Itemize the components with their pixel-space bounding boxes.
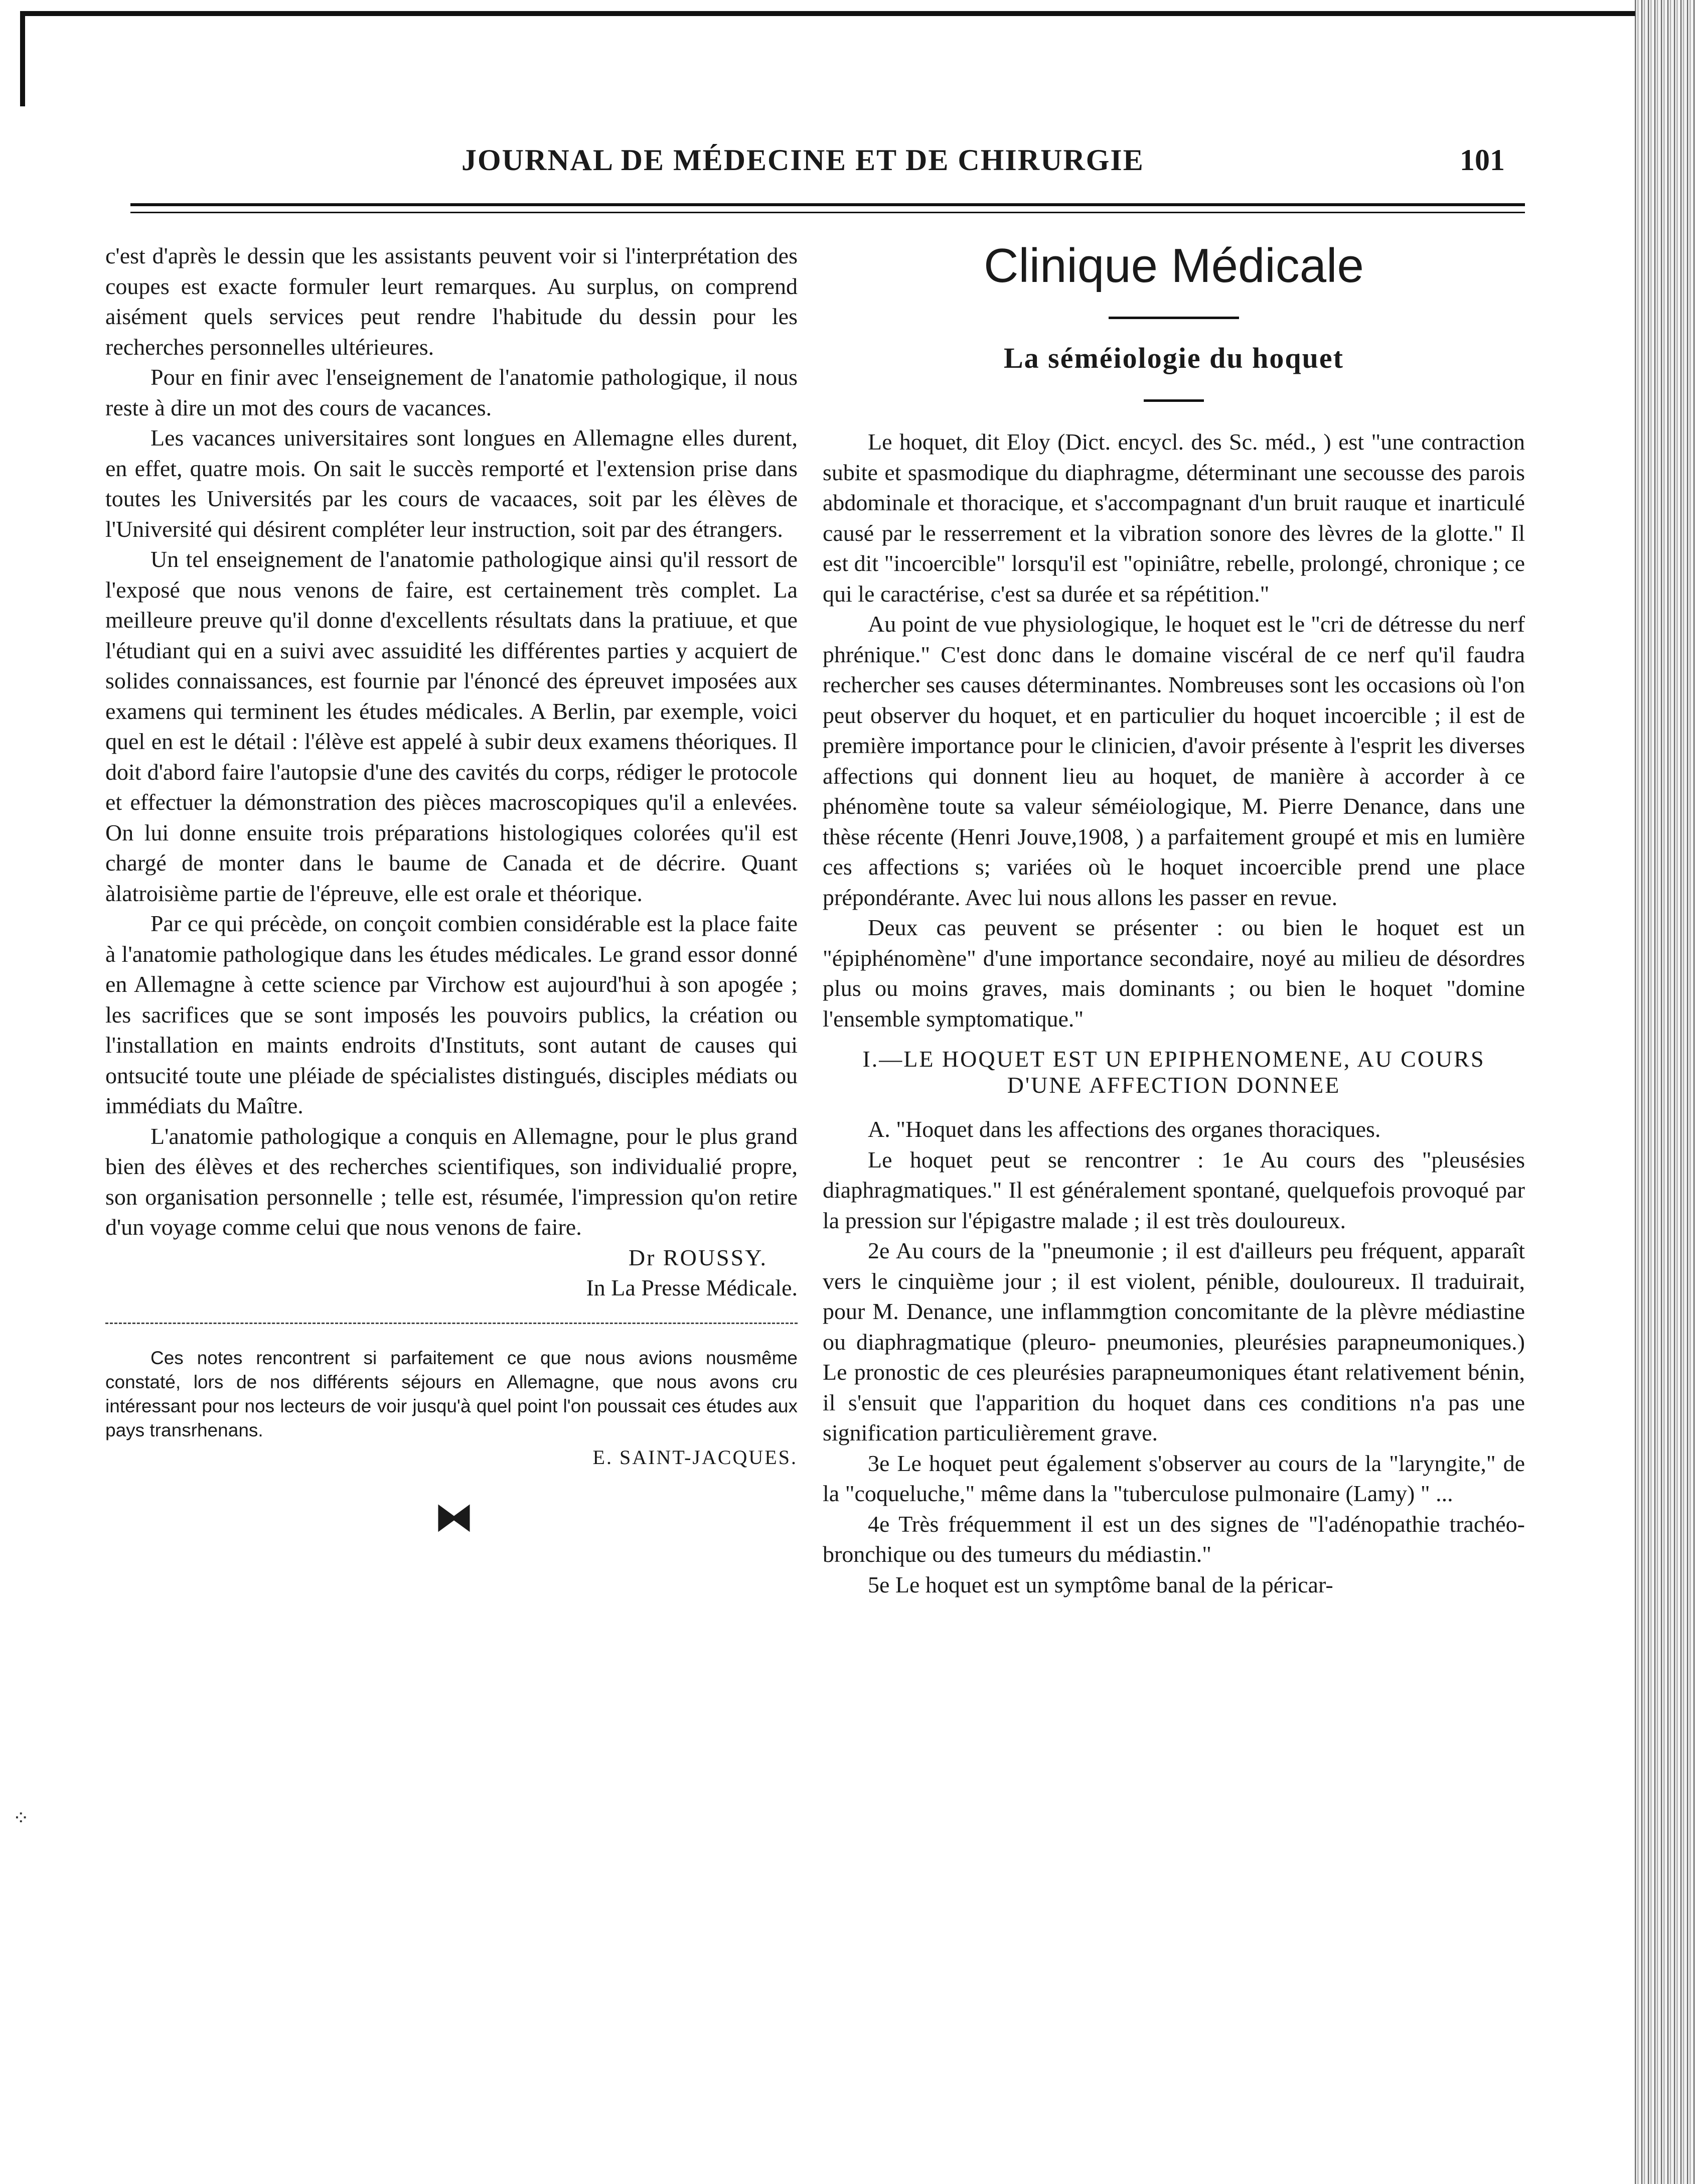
page-header xyxy=(120,143,1505,183)
paragraph: Un tel enseignement de l'anatomie pathologique ainsi qu'il ressort de l'exposé que nous venons de faire, est certainement très complet. La meilleure preuve qu'il donne d'excellents résultats dans la pratiuue, et que l'étudiant qui en a suivi avec assuidité les différentes parties y acquiert de solides connaissances, est fournie par l'énoncé des épreuvet imposées aux examens qui terminent les études médicales. A Berlin, par exemple, voici quel en est le détail : l'élève est appelé à subir deux examens théoriques. Il doit d'abord faire l'autopsie d'une des cavités du corps, rédiger le protocole et effectuer la démonstration des pièces macroscopiques qu'il a enlevées. On lui donne ensuite trois préparations histologiques colorées qu'il est chargé de monter dans le baume de Canada et de décrire. Quant àlatroisième partie de l'épreuve, elle est orale et théorique. xyxy=(105,546,798,906)
author-signature: Dr ROUSSY. xyxy=(628,1244,767,1270)
paragraph: L'anatomie pathologique a conquis en Allemagne, pour le plus grand bien des élèves et des recherches scientifiques, son individualié propre, son organisation personnelle ; telle est, résumée, l'impression qu'on retire d'un voyage comme celui que nous venons de faire. xyxy=(105,1123,798,1240)
subheading: I.—LE HOQUET EST UN EPIPHENOMENE, AU COURS D'UNE AFFECTION DONNEE xyxy=(862,1046,1485,1098)
paragraph: Pour en finir avec l'enseignement de l'anatomie pathologique, il nous reste à dire un mot des cours de vacances. xyxy=(105,364,798,420)
paragraph: A. "Hoquet dans les affections des organes thoraciques. xyxy=(868,1116,1381,1142)
scan-edge xyxy=(1635,0,1695,2184)
article-subtitle: La séméiologie du hoquet xyxy=(1004,341,1344,374)
scan-speck: ⁘ xyxy=(13,1807,30,1829)
section-title: Clinique Médicale xyxy=(984,239,1364,293)
ornament-icon: ⧓ xyxy=(434,1496,469,1540)
paragraph: 2e Au cours de la "pneumonie ; il est d'ailleurs peu fréquent, apparaît vers le cinquième jour ; il est violent, pénible, douloureux. Il traduirait, pour M. Denance, une inflammgtion concomitante de la plèvre médiastine ou diaphragmatique (pleuro- pneumonies, pleurésies parapneumoniques.) Le pronostic de ces pleurésies parapneumoniques étant relativement bénin, il s'ensuit que l'apparition du hoquet dans ces conditions n'a pas une signification particulièrement grave. xyxy=(823,1238,1525,1445)
notes-signature: E. SAINT-JACQUES. xyxy=(592,1445,798,1469)
title-rule xyxy=(1109,317,1239,319)
paragraph: Par ce qui précède, on conçoit combien considérable est la place faite à l'anatomie pathologique dans les études médicales. Le grand essor donné en Allemagne à cette science par Virchow est aujourd'hui à son apogée ; les sacrifices que se sont imposés les pouvoirs publics, la création ou l'installation en maints endroits d'Instituts, sont autant de causes qui ontsucité toute une pléiade de spécialistes distingués, disciples médiats ou immédiats du Maître. xyxy=(105,911,798,1118)
paragraph: Le hoquet peut se rencontrer : 1e Au cours des "pleusésies diaphragmatiques." Il est généralement spontané, quelquefois provoqué par la pression sur l'épigastre malade ; il est très douloureux. xyxy=(823,1146,1525,1233)
right-column xyxy=(823,241,1525,1600)
paragraph: Le hoquet, dit Eloy (Dict. encycl. des Sc. méd., ) est "une contraction subite et spasmodique du diaphragme, déterminant une secousse des parois abdominale et thoracique, et s'accompagnant d'un bruit rauque et inarticulé causé par le resserrement et la vibration sonore des lèvres de la glotte." Il est dit "incoercible" lorsqu'il est "opiniâtre, rebelle, prolongé, chronique ; ce qui le caractérise, c'est sa durée et sa répétition." xyxy=(823,429,1525,607)
paragraph: Au point de vue physiologique, le hoquet est le "cri de détresse du nerf phrénique." C'est donc dans le domaine viscéral de ce nerf qu'il faudra rechercher ses causes déterminantes. Nombreuses sont les occasions où l'on peut observer du hoquet, et en particulier du hoquet incoercible ; il est de première importance pour le clinicien, d'avoir présente à l'esprit les diverses affections qui donnent lieu au hoquet, de manière à accorder à ce phénomène toute sa valeur séméiologique, M. Pierre Denance, dans une thèse récente (Henri Jouve,1908, ) a parfaitement groupé et mis en lumière ces affections s; variées où le hoquet incoercible prend une place prépondérante. Avec lui nous allons les passer en revue. xyxy=(823,611,1525,910)
paragraph: c'est d'après le dessin que les assistants peuvent voir si l'interprétation des coupes est exacte formuler leurt remarques. Au surplus, on comprend aisément quels services peut rendre l'habitude du dessin pour les recherches personnelles ultérieures. xyxy=(105,243,798,360)
notes-divider xyxy=(105,1323,798,1324)
paragraph: 4e Très fréquemment il est un des signes de "l'adénopathie trachéo-bronchique ou des tumeurs du médiastin." xyxy=(823,1511,1525,1567)
left-column xyxy=(105,241,798,1540)
top-corner-rule xyxy=(20,11,25,106)
running-title: JOURNAL DE MÉDECINE ET DE CHIRURGIE xyxy=(461,143,1144,177)
paragraph: Les vacances universitaires sont longues en Allemagne elles durent, en effet, quatre mois. On sait le succès remporté et l'extension prise dans toutes les Universités par les cours de vacaaces, soit par les élèves de l'Université qui désirent compléter leur instruction, soit par des étrangers. xyxy=(105,425,798,542)
page-number: 101 xyxy=(1460,143,1505,177)
header-rule xyxy=(130,203,1525,213)
source-line: In La Presse Médicale. xyxy=(586,1275,798,1300)
paragraph: 3e Le hoquet peut également s'observer au cours de la "laryngite," de la "coqueluche," même dans la "tuberculose pulmonaire (Lamy) " ... xyxy=(823,1450,1525,1506)
subtitle-rule xyxy=(1144,399,1204,402)
top-border-rule xyxy=(20,11,1635,16)
editor-notes: Ces notes rencontrent si parfaitement ce que nous avions nousmême constaté, lors de nos différents séjours en Allemagne, que nous avons cru intéressant pour nos lecteurs de voir jusqu'à quel point l'on poussait ces études aux pays transrhenans. xyxy=(105,1347,798,1440)
paragraph: 5e Le hoquet est un symptôme banal de la péricar- xyxy=(868,1571,1333,1597)
paragraph: Deux cas peuvent se présenter : ou bien le hoquet est un "épiphénomène" d'une importance secondaire, noyé au milieu de désordres plus ou moins graves, mais dominants ; ou bien le hoquet "domine l'ensemble symptomatique." xyxy=(823,915,1525,1032)
